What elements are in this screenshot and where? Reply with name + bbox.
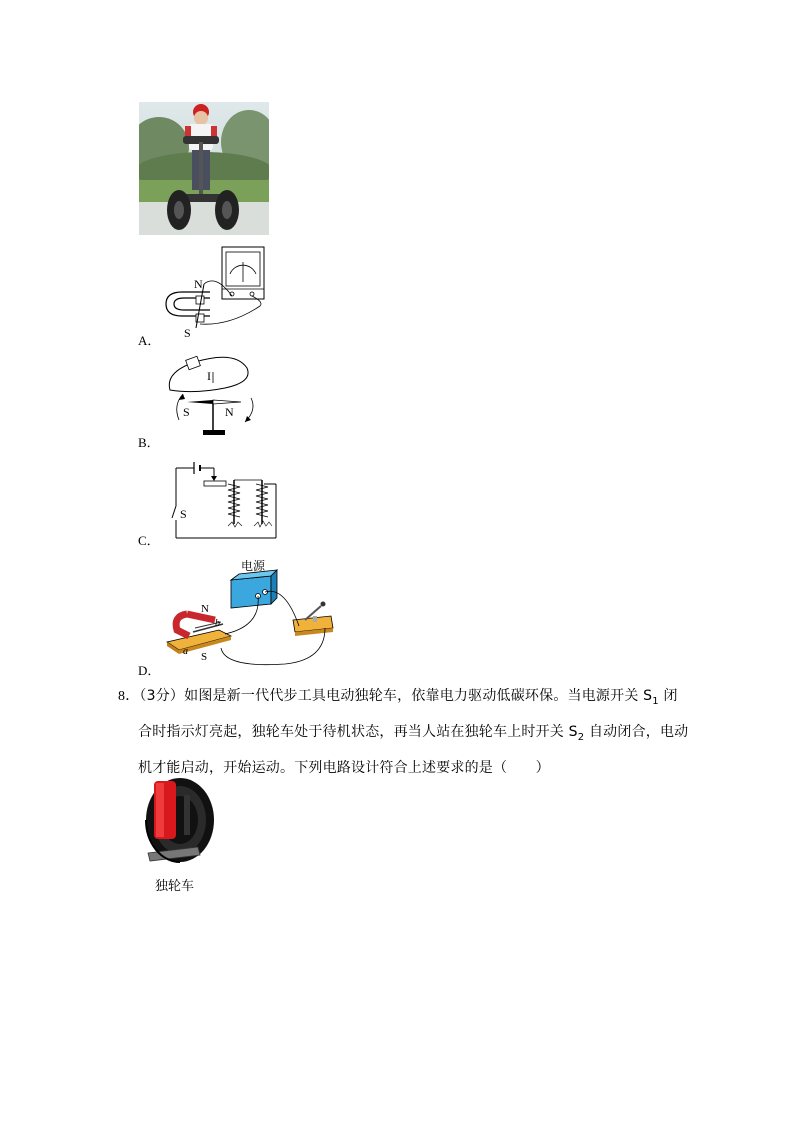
option-a-label[interactable]: A． xyxy=(138,333,161,348)
option-c-figure xyxy=(170,460,282,542)
option-d-n-label: N xyxy=(201,603,209,615)
option-d-power-label: 电源 xyxy=(241,559,266,573)
question-8-text-1: 如图是新一代代步工具电动独轮车，依靠电力驱动低碳环保。当电源开关 S xyxy=(184,688,653,704)
option-b-current-label: I xyxy=(207,369,211,383)
segway-photo xyxy=(139,102,269,235)
question-8-sub-2: 2 xyxy=(577,731,585,743)
question-8-text-2: 合时指示灯亮起，独轮车处于待机状态，再当人站在独轮车上时开关 S xyxy=(138,723,578,740)
option-c-label[interactable]: C． xyxy=(138,533,160,548)
question-8-line-1 xyxy=(118,681,678,717)
option-d-s-label: S xyxy=(201,651,208,663)
option-d-figure xyxy=(165,556,335,670)
option-a-n-label: N xyxy=(194,277,203,291)
option-a-s-label: S xyxy=(184,326,191,339)
option-b-n-label: N xyxy=(225,405,234,419)
option-d-b-label: b xyxy=(215,618,220,629)
option-c-switch-label: S xyxy=(180,507,187,521)
option-b-figure xyxy=(165,350,255,442)
question-8-score: （3分） xyxy=(139,688,185,704)
option-a-figure xyxy=(160,244,270,339)
unicycle-image xyxy=(140,775,220,895)
question-8-text-1b: 闭 xyxy=(658,688,678,704)
option-d-a-label: a xyxy=(183,646,188,657)
question-8 xyxy=(118,681,689,783)
option-b-s-label: S xyxy=(183,405,190,419)
question-8-text-2b: 自动闭合，电动 xyxy=(584,723,689,740)
option-b-label[interactable]: B． xyxy=(138,435,160,450)
question-8-line-2 xyxy=(118,717,689,753)
question-8-number: 8． xyxy=(118,689,140,704)
question-8-line-3: 机才能启动，开始运动。下列电路设计符合上述要求的是（ ） xyxy=(138,759,550,776)
unicycle-caption: 独轮车 xyxy=(155,879,195,894)
option-d-label[interactable]: D． xyxy=(138,663,161,678)
question-8-sub-1: 1 xyxy=(652,695,659,707)
